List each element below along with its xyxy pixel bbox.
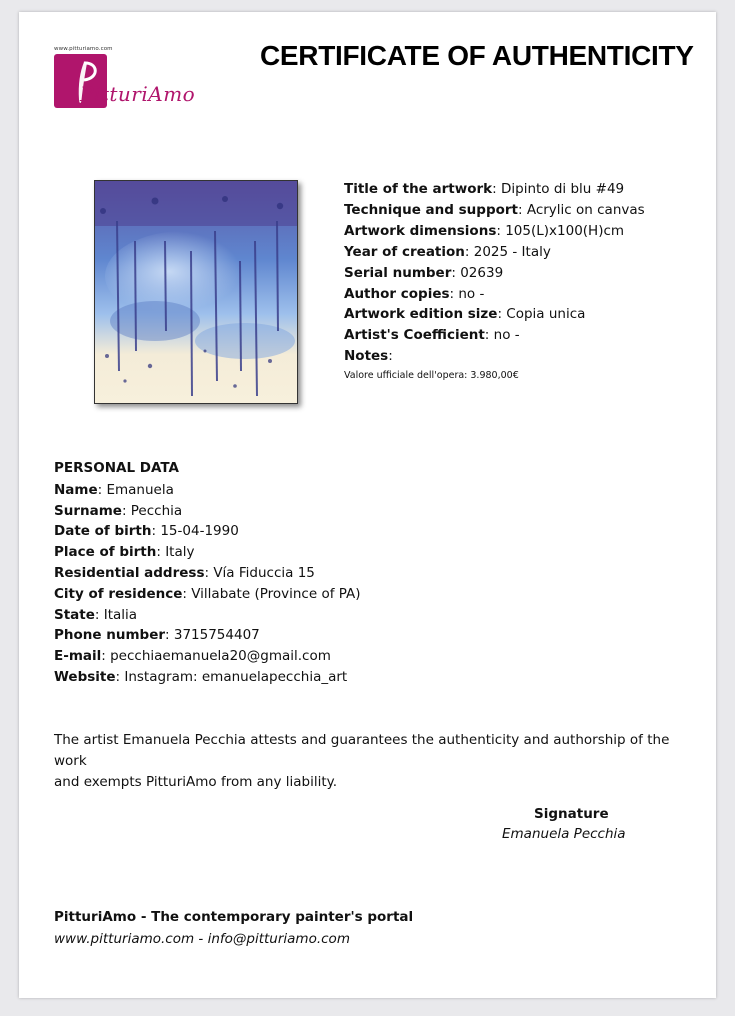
personal-data-heading: PERSONAL DATA (54, 460, 179, 476)
footer-portal: PitturiAmo - The contemporary painter's portal (54, 909, 414, 925)
logo-wordmark: PitturiAmo (80, 82, 196, 106)
city-of-residence-row: City of residence: Villabate (Province of PA) (54, 585, 361, 602)
pitturiamo-logo (54, 46, 229, 116)
surname-row: Surname: Pecchia (54, 502, 183, 519)
signature-name: Emanuela Pecchia (502, 826, 626, 842)
signature-label: Signature (534, 806, 609, 822)
serial-row: Serial number: 02639 (344, 264, 504, 281)
edition-size-row: Artwork edition size: Copia unica (344, 306, 586, 323)
certificate-title: CERTIFICATE OF AUTHENTICITY (260, 40, 694, 71)
artwork-title-row: Title of the artwork: Dipinto di blu #49 (344, 181, 625, 197)
year-row: Year of creation: 2025 - Italy (344, 243, 551, 260)
notes-row: Notes: (344, 348, 393, 365)
technique-row: Technique and support: Acrylic on canvas (344, 201, 645, 218)
state-row: State: Italia (54, 606, 138, 623)
author-copies-row: Author copies: no - (344, 285, 485, 302)
logo-url: www.pitturiamo.com (54, 46, 113, 52)
dimensions-row: Artwork dimensions: 105(L)x100(H)cm (344, 222, 625, 239)
place-of-birth-row: Place of birth: Italy (54, 544, 195, 561)
email-row: E-mail: pecchiaemanuela20@gmail.com (54, 648, 331, 665)
residential-address-row: Residential address: Vía Fiduccia 15 (54, 564, 315, 581)
footer-contacts: www.pitturiamo.com - info@pitturiamo.com (54, 931, 350, 947)
artwork-image (94, 180, 298, 404)
attestation-text (54, 730, 694, 793)
date-of-birth-row: Date of birth: 15-04-1990 (54, 523, 239, 540)
personal-data-section (54, 458, 361, 688)
official-value-note: Valore ufficiale dell'opera: 3.980,00€ (344, 370, 519, 382)
coefficient-row: Artist's Coefficient: no - (344, 327, 520, 344)
attestation-line-1: The artist Emanuela Pecchia attests and guarantees the authenticity and authorship of the work (54, 732, 670, 769)
artwork-details (344, 179, 645, 385)
name-row: Name: Emanuela (54, 481, 174, 498)
attestation-line-2: and exempts PitturiAmo from any liability. (54, 774, 338, 790)
phone-row: Phone number: 3715754407 (54, 627, 260, 644)
website-row: Website: Instagram: emanuelapecchia_art (54, 668, 348, 685)
